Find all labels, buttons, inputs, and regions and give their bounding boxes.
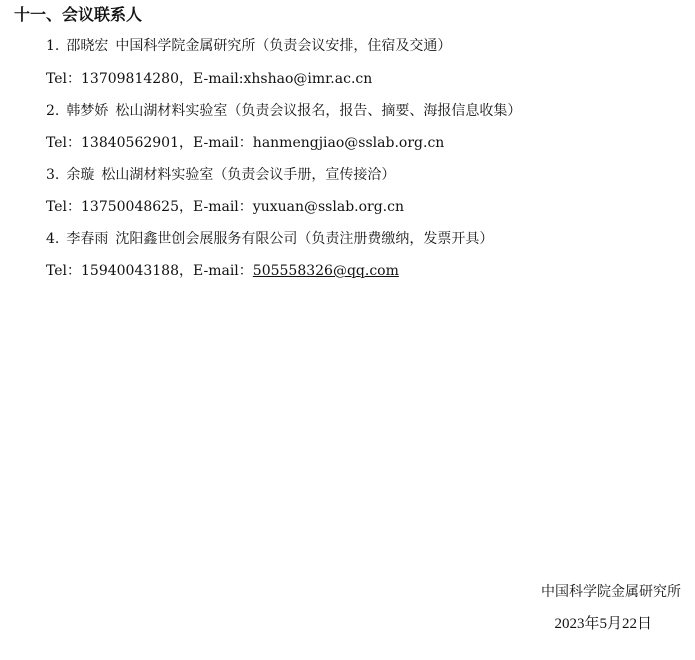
contact-3-details	[46, 197, 404, 217]
contact-org-role: 松山湖材料实验室（负责会议手册，宣传接洽）	[101, 167, 396, 183]
contact-index: 4.	[46, 231, 60, 247]
contact-name: 韩梦娇	[66, 103, 109, 119]
contact-org-role: 沈阳鑫世创会展服务有限公司（负责注册费缴纳，发票开具）	[115, 231, 494, 247]
footer-date: 2023年5月22日	[554, 616, 652, 632]
tel-number: 15940043188	[81, 263, 179, 279]
tel-number: 13840562901	[81, 135, 179, 151]
tel-label: Tel：	[46, 199, 82, 215]
email-address: hanmengjiao@sslab.org.cn	[252, 135, 445, 151]
contact-name: 余璇	[66, 167, 95, 183]
separator: ，	[179, 135, 193, 151]
contact-2-header	[46, 101, 521, 121]
email-label: E-mail：	[193, 199, 253, 215]
contact-3-header	[46, 165, 395, 185]
email-link[interactable]: 505558326@qq.com	[252, 263, 399, 279]
email-address: xhshao@imr.ac.cn	[243, 71, 373, 87]
email-label: E-mail:	[193, 71, 244, 87]
email-label: E-mail：	[193, 135, 253, 151]
contact-index: 1.	[46, 38, 60, 54]
footer-organization: 中国科学院金属研究所	[541, 584, 681, 600]
contact-name: 邵晓宏	[66, 38, 109, 54]
contact-1-details	[46, 69, 372, 89]
tel-number: 13709814280	[81, 71, 179, 87]
contact-org-role: 中国科学院金属研究所（负责会议安排，住宿及交通）	[115, 38, 452, 54]
tel-label: Tel：	[46, 135, 82, 151]
email-label: E-mail：	[193, 263, 253, 279]
contact-index: 3.	[46, 167, 60, 183]
separator: ，	[179, 263, 193, 279]
contact-name: 李春雨	[66, 231, 109, 247]
contact-4-header	[46, 229, 493, 249]
tel-number: 13750048625	[81, 199, 179, 215]
tel-label: Tel：	[46, 71, 82, 87]
email-address: yuxuan@sslab.org.cn	[252, 199, 404, 215]
contact-4-details	[46, 261, 399, 281]
contact-1-header	[46, 36, 451, 56]
separator: ，	[179, 71, 193, 87]
contact-2-details	[46, 133, 444, 153]
separator: ，	[179, 199, 193, 215]
contact-index: 2.	[46, 103, 60, 119]
tel-label: Tel：	[46, 263, 82, 279]
section-heading: 十一、会议联系人	[14, 5, 143, 24]
contact-org-role: 松山湖材料实验室（负责会议报名，报告、摘要、海报信息收集）	[115, 103, 522, 119]
